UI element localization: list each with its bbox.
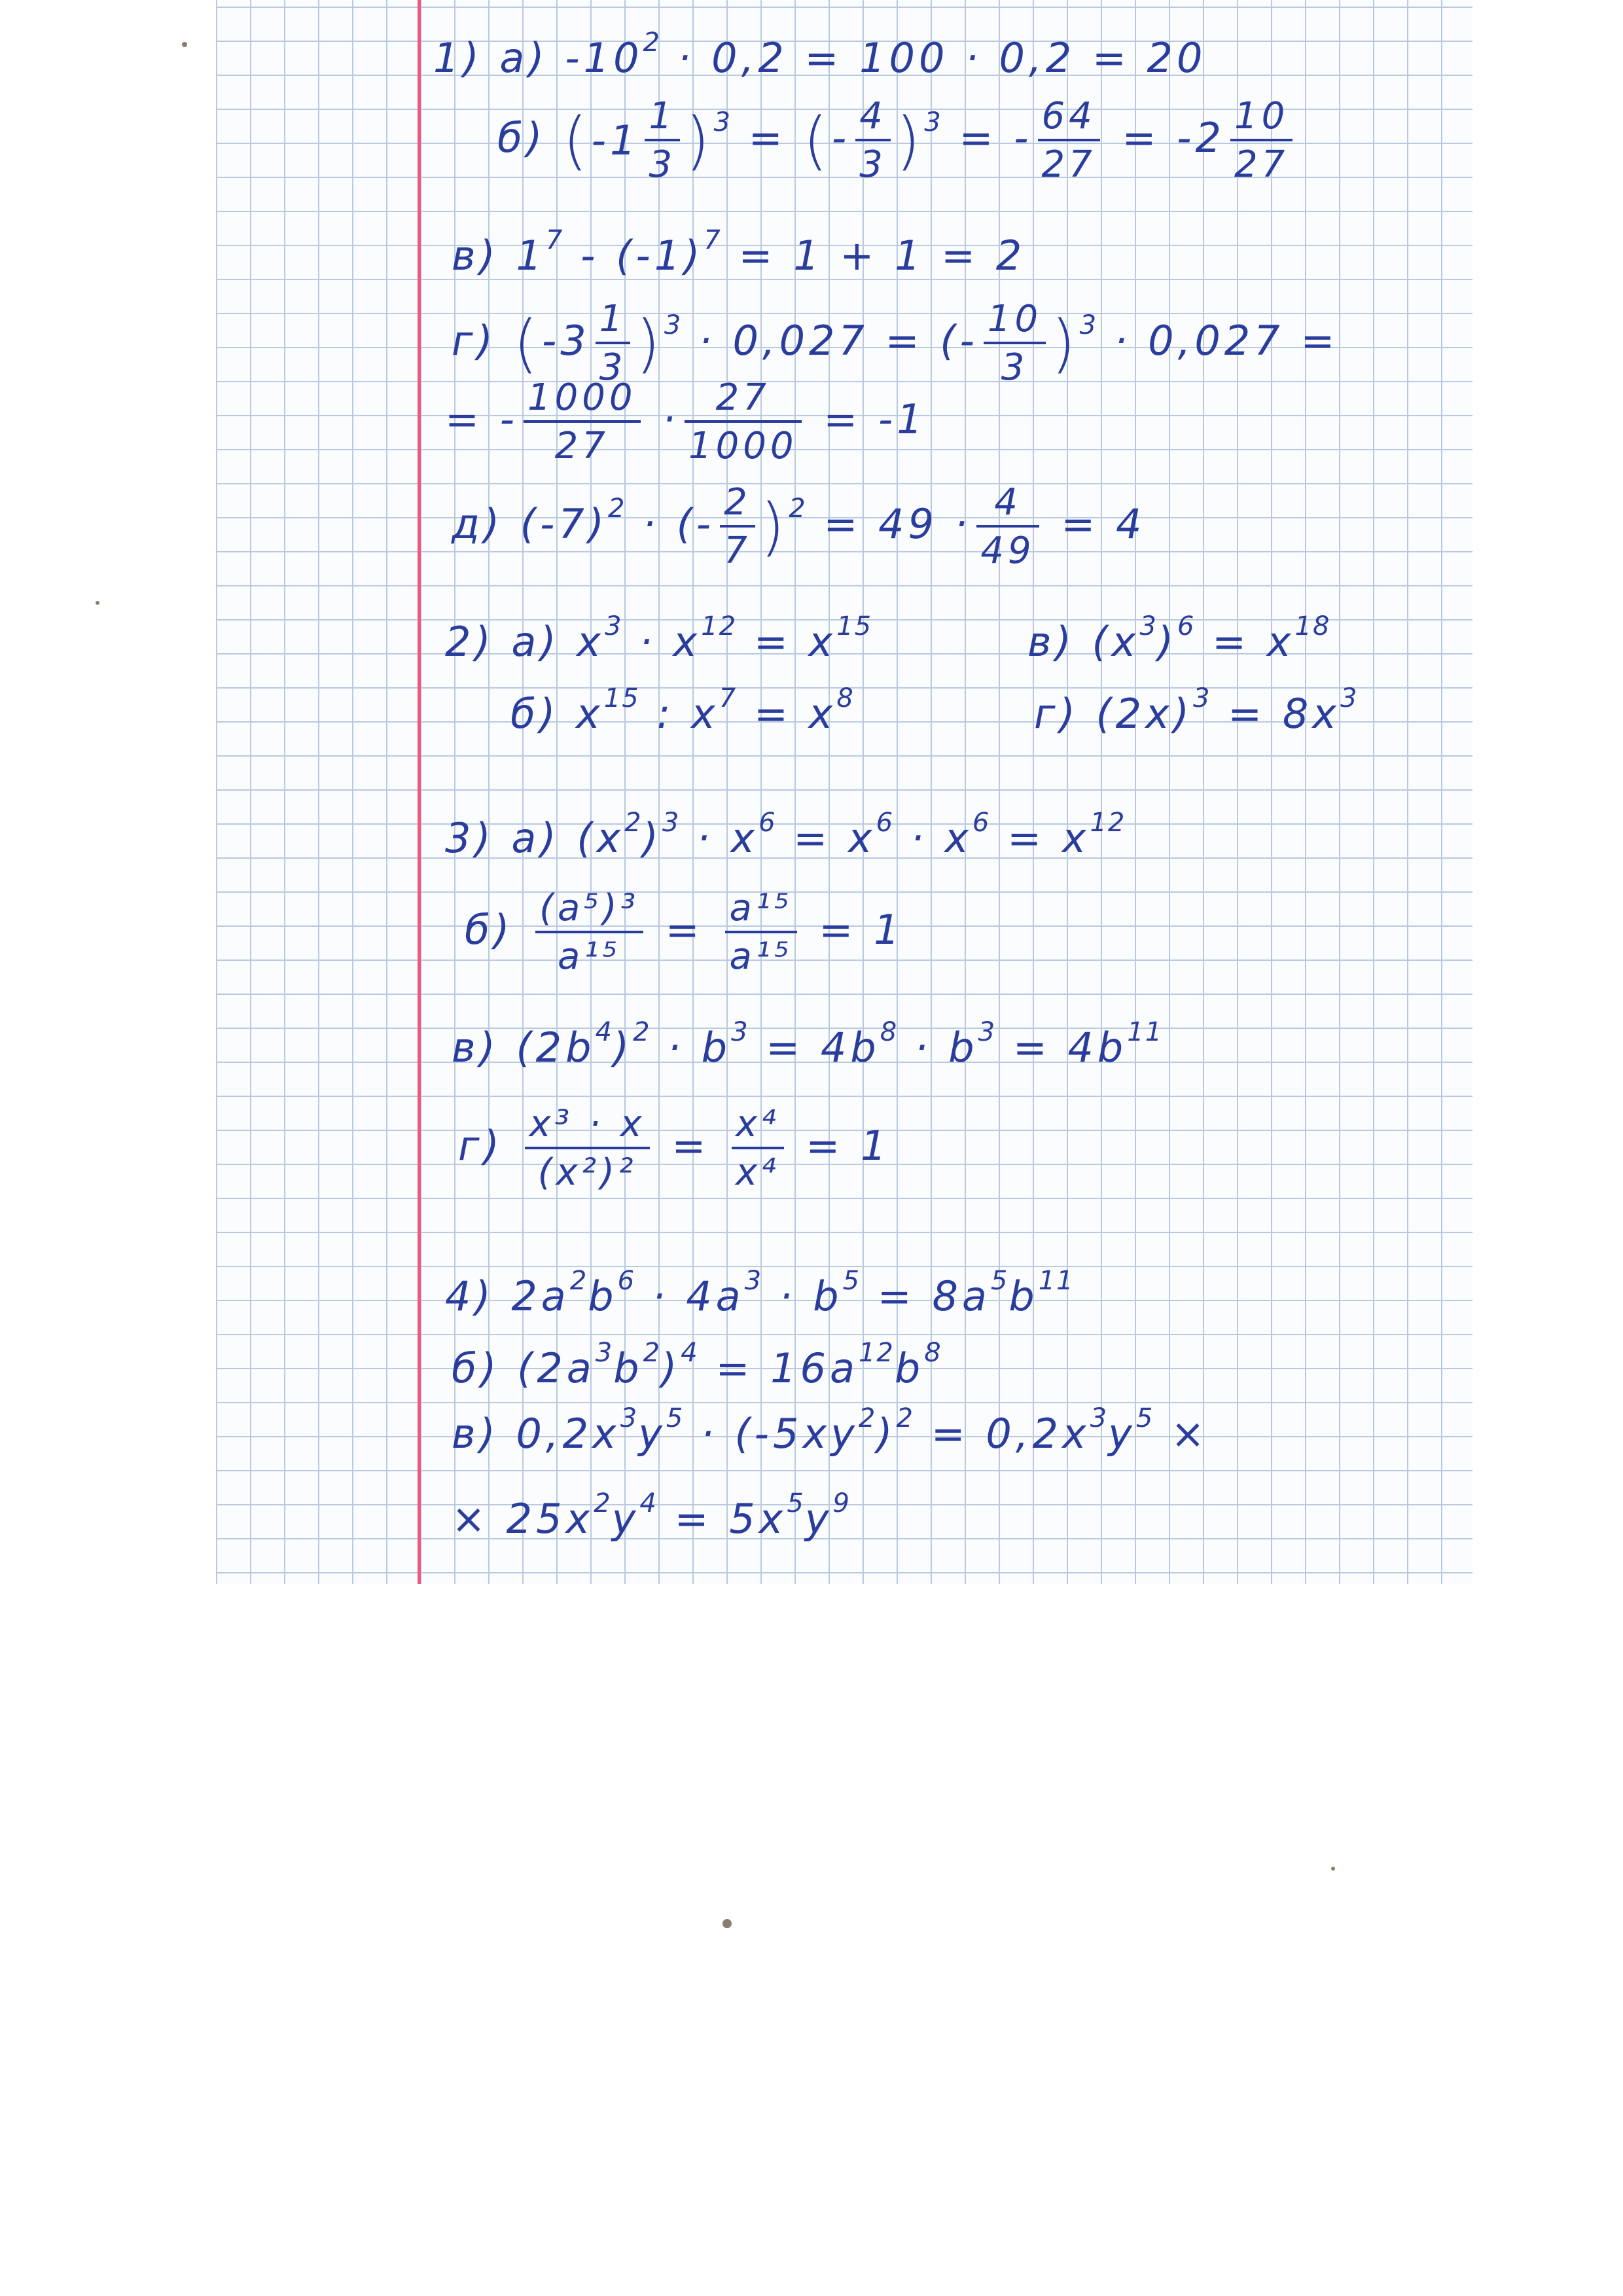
- math-token: ): [613, 1024, 633, 1071]
- exponent: 3: [744, 1266, 763, 1296]
- math-token: 1000: [685, 420, 802, 465]
- paper-speck: [722, 1919, 732, 1928]
- math-token: x⁴: [732, 1147, 784, 1191]
- exponent: 12: [1090, 808, 1126, 838]
- math-token: y: [638, 1410, 666, 1458]
- fraction: [720, 481, 755, 572]
- mixed-number-whole: -3: [541, 317, 590, 365]
- problem-4v-line: [452, 1403, 1209, 1458]
- item-label: в): [452, 232, 499, 279]
- math-token: ): [1157, 618, 1177, 666]
- math-token: 2a: [511, 1272, 570, 1320]
- fraction: [725, 887, 796, 978]
- exponent: 2: [624, 808, 643, 838]
- expression: 1: [516, 232, 546, 279]
- exponent: 5: [787, 1488, 805, 1518]
- item-label: в): [452, 1024, 499, 1071]
- math-token: x³ · x: [529, 1103, 646, 1145]
- problem-3g-line: [458, 1103, 891, 1194]
- math-token: · b: [914, 1024, 978, 1071]
- problem-number: 2): [445, 618, 495, 666]
- math-token: a¹⁵: [535, 931, 643, 975]
- expression: (-7): [520, 500, 608, 548]
- expression: = -: [959, 114, 1033, 162]
- math-token: · (-5xy: [701, 1410, 859, 1458]
- problem-3v-line: [452, 1017, 1164, 1071]
- math-token: ): [760, 490, 789, 564]
- paper-speck: [96, 601, 99, 605]
- math-token: b: [588, 1272, 618, 1320]
- exponent: 7: [704, 225, 722, 255]
- math-token: ): [876, 1410, 897, 1458]
- item-label: а): [511, 618, 560, 666]
- expression: · 0,027 =: [1114, 317, 1339, 365]
- problem-1a-line: [433, 27, 1207, 82]
- item-label: д): [452, 500, 504, 548]
- expression: = -1: [823, 395, 927, 444]
- math-token: x⁴: [736, 1103, 780, 1145]
- problem-4b-line: [452, 1338, 942, 1392]
- item-label: г): [458, 1122, 503, 1170]
- expression: = -: [445, 395, 519, 444]
- math-token: (: [563, 104, 592, 177]
- problem-3a-line: [445, 808, 1126, 862]
- fraction: [976, 481, 1039, 572]
- exponent: 9: [832, 1488, 851, 1518]
- expression: · 0,027 = (-: [699, 317, 978, 365]
- exponent: 8: [924, 1338, 942, 1368]
- equals-sign: =: [748, 114, 787, 162]
- exponent: 3: [1193, 683, 1211, 713]
- math-token: = 8a: [877, 1272, 991, 1320]
- problem-1d-line: [452, 481, 1146, 572]
- exponent: 4: [639, 1488, 658, 1518]
- math-token: = 0,2x: [931, 1410, 1090, 1458]
- item-label: в): [1027, 618, 1075, 666]
- multiply-sign: ·: [662, 395, 679, 444]
- item-label: б): [465, 906, 514, 954]
- math-token: x: [577, 618, 605, 666]
- problem-1b-line: [497, 95, 1298, 186]
- item-label: г): [452, 317, 497, 365]
- math-token: 27: [1230, 139, 1293, 183]
- exponent: 6: [972, 808, 991, 838]
- problem-1v-line: [452, 225, 1026, 279]
- fraction: [732, 1103, 784, 1194]
- math-token: = 5x: [674, 1495, 787, 1543]
- fraction: [855, 95, 891, 186]
- expression: - (-1): [580, 232, 704, 279]
- fraction: [645, 95, 680, 186]
- exponent: 3: [620, 1403, 639, 1433]
- exponent: 2: [896, 1403, 914, 1433]
- math-token: = x: [753, 690, 837, 738]
- exponent: 7: [545, 225, 564, 255]
- math-token: (x: [577, 814, 625, 862]
- math-token: b: [613, 1344, 643, 1392]
- item-label: б): [497, 114, 546, 162]
- math-token: b: [1008, 1272, 1039, 1320]
- exponent: 3: [1139, 611, 1158, 641]
- math-token: 27: [524, 420, 641, 465]
- exponent: 2: [607, 493, 626, 524]
- math-token: · x: [910, 814, 972, 862]
- exponent: 7: [719, 683, 738, 713]
- math-token: 3: [984, 342, 1046, 386]
- math-token: =: [671, 1122, 710, 1170]
- exponent: 2: [569, 1266, 588, 1296]
- fraction: [524, 376, 641, 467]
- fraction: [535, 887, 643, 978]
- problem-4a-line: [445, 1266, 1075, 1320]
- paper-speck: [1331, 1867, 1335, 1871]
- math-token: 49: [976, 525, 1039, 569]
- exponent: 2: [858, 1403, 877, 1433]
- exponent: 3: [978, 1017, 997, 1047]
- math-token: 7: [720, 525, 755, 569]
- exponent: 5: [666, 1403, 685, 1433]
- math-token: 1: [599, 298, 627, 340]
- exponent: 3: [713, 107, 732, 138]
- math-token: = 1: [806, 1122, 891, 1170]
- math-token: = 1: [819, 906, 904, 954]
- exponent: 12: [858, 1338, 895, 1368]
- math-token: 27: [1038, 139, 1100, 183]
- expression: = -2: [1122, 114, 1225, 162]
- math-token: 10: [987, 298, 1043, 340]
- math-token: · x: [639, 618, 702, 666]
- math-token: (a⁵)³: [539, 887, 640, 929]
- math-token: = 16a: [715, 1344, 859, 1392]
- math-token: =: [665, 906, 704, 954]
- item-label: а): [499, 34, 548, 82]
- exponent: 5: [1135, 1403, 1154, 1433]
- problem-2g-line: [1034, 683, 1359, 738]
- exponent: 3: [664, 310, 683, 341]
- exponent: 6: [876, 808, 895, 838]
- exponent: 4: [595, 1017, 613, 1047]
- math-token: · b: [779, 1272, 843, 1320]
- math-token: 27: [715, 376, 770, 419]
- item-label: г): [1034, 690, 1079, 738]
- math-token: = 8x: [1228, 690, 1340, 738]
- exponent: 3: [662, 808, 681, 838]
- expression: = 49 ·: [823, 500, 972, 548]
- math-token: ): [642, 814, 662, 862]
- fraction: [984, 298, 1046, 389]
- problem-number: 1): [433, 34, 483, 82]
- math-token: x: [576, 690, 604, 738]
- math-token: b: [894, 1344, 925, 1392]
- margin-line: [418, 0, 421, 1584]
- math-token: 1000: [527, 376, 637, 419]
- mixed-number-whole: -1: [591, 117, 640, 164]
- exponent: 2: [789, 493, 807, 524]
- math-token: 3: [645, 139, 680, 183]
- math-token: · b: [668, 1024, 732, 1071]
- math-token: ): [685, 104, 714, 177]
- math-token: (: [513, 307, 542, 380]
- exponent: 2: [594, 1488, 612, 1518]
- math-token: · 4a: [652, 1272, 745, 1320]
- math-token: y: [611, 1495, 640, 1543]
- math-token: y: [804, 1495, 833, 1543]
- exponent: 8: [880, 1017, 899, 1047]
- item-label: б): [510, 690, 560, 738]
- math-token: 10: [1234, 95, 1289, 137]
- exponent: 2: [633, 1017, 651, 1047]
- exponent: 3: [1340, 683, 1359, 713]
- problem-4v-line-2: [452, 1488, 851, 1543]
- fraction: [685, 376, 802, 467]
- math-token: 2: [724, 481, 751, 524]
- exponent: 3: [1090, 1403, 1109, 1433]
- minus-sign: -: [831, 114, 851, 162]
- exponent: 3: [595, 1338, 614, 1368]
- math-token: × 25x: [452, 1495, 594, 1543]
- math-token: a¹⁵: [725, 931, 796, 975]
- exponent: 8: [836, 683, 855, 713]
- math-token: (: [803, 104, 832, 177]
- math-token: = x: [793, 814, 876, 862]
- math-token: ): [635, 307, 664, 380]
- expression: · 0,2 = 100 · 0,2 = 20: [677, 34, 1207, 82]
- math-token: ): [895, 104, 925, 177]
- problem-1g-line-2: [445, 376, 927, 467]
- exponent: 6: [1177, 611, 1196, 641]
- problem-2v-line: [1027, 611, 1331, 666]
- exponent: 3: [924, 107, 942, 138]
- math-token: (x²)²: [525, 1147, 649, 1191]
- problem-3b-line: [465, 887, 904, 978]
- problem-2a-line: [445, 611, 873, 666]
- exponent: 15: [836, 611, 873, 641]
- expression: = 1 + 1 = 2: [738, 232, 1026, 279]
- exponent: 4: [681, 1338, 699, 1368]
- expression: · (-: [643, 500, 715, 548]
- exponent: 6: [617, 1266, 636, 1296]
- math-token: ): [661, 1344, 681, 1392]
- math-token: y: [1108, 1410, 1136, 1458]
- exponent: 2: [643, 27, 661, 58]
- problem-number: 4): [445, 1272, 495, 1320]
- math-token: 0,2x: [516, 1410, 620, 1458]
- exponent: 12: [701, 611, 738, 641]
- math-token: (2a: [517, 1344, 596, 1392]
- math-token: (2b: [516, 1024, 596, 1071]
- math-token: = 4b: [766, 1024, 880, 1071]
- item-label: в): [452, 1410, 499, 1458]
- item-label: а): [511, 814, 560, 862]
- math-token: : x: [656, 690, 719, 738]
- fraction: [525, 1103, 649, 1194]
- expression: = 4: [1061, 500, 1146, 548]
- math-token: a¹⁵: [729, 887, 793, 929]
- exponent: 15: [603, 683, 640, 713]
- math-token: = x: [753, 618, 837, 666]
- math-token: 3: [855, 139, 891, 183]
- math-token: ): [1051, 307, 1080, 380]
- math-token: ×: [1171, 1410, 1209, 1458]
- math-token: (x: [1092, 618, 1140, 666]
- math-token: = x: [1212, 618, 1295, 666]
- exponent: 6: [758, 808, 777, 838]
- problem-1g-line: [452, 298, 1339, 389]
- math-token: 4: [859, 95, 887, 137]
- problem-2b-line: [510, 683, 855, 738]
- expression: -10: [565, 34, 643, 82]
- math-token: 4: [994, 481, 1022, 524]
- exponent: 11: [1038, 1266, 1075, 1296]
- problem-number: 3): [445, 814, 495, 862]
- math-token: 64: [1041, 95, 1096, 137]
- exponent: 3: [1079, 310, 1098, 341]
- fraction: [1038, 95, 1100, 186]
- math-token: = 4b: [1012, 1024, 1128, 1071]
- math-token: 3: [596, 342, 631, 386]
- fraction: [596, 298, 631, 389]
- paper-speck: [182, 42, 187, 47]
- exponent: 3: [731, 1017, 749, 1047]
- item-label: б): [452, 1344, 501, 1392]
- math-token: 1: [649, 95, 677, 137]
- fraction: [1230, 95, 1293, 186]
- math-token: = x: [1007, 814, 1090, 862]
- exponent: 3: [604, 611, 623, 641]
- exponent: 2: [643, 1338, 662, 1368]
- math-token: · x: [696, 814, 759, 862]
- exponent: 5: [990, 1266, 1009, 1296]
- exponent: 5: [842, 1266, 861, 1296]
- math-token: (2x): [1096, 690, 1193, 738]
- exponent: 11: [1127, 1017, 1164, 1047]
- exponent: 18: [1294, 611, 1331, 641]
